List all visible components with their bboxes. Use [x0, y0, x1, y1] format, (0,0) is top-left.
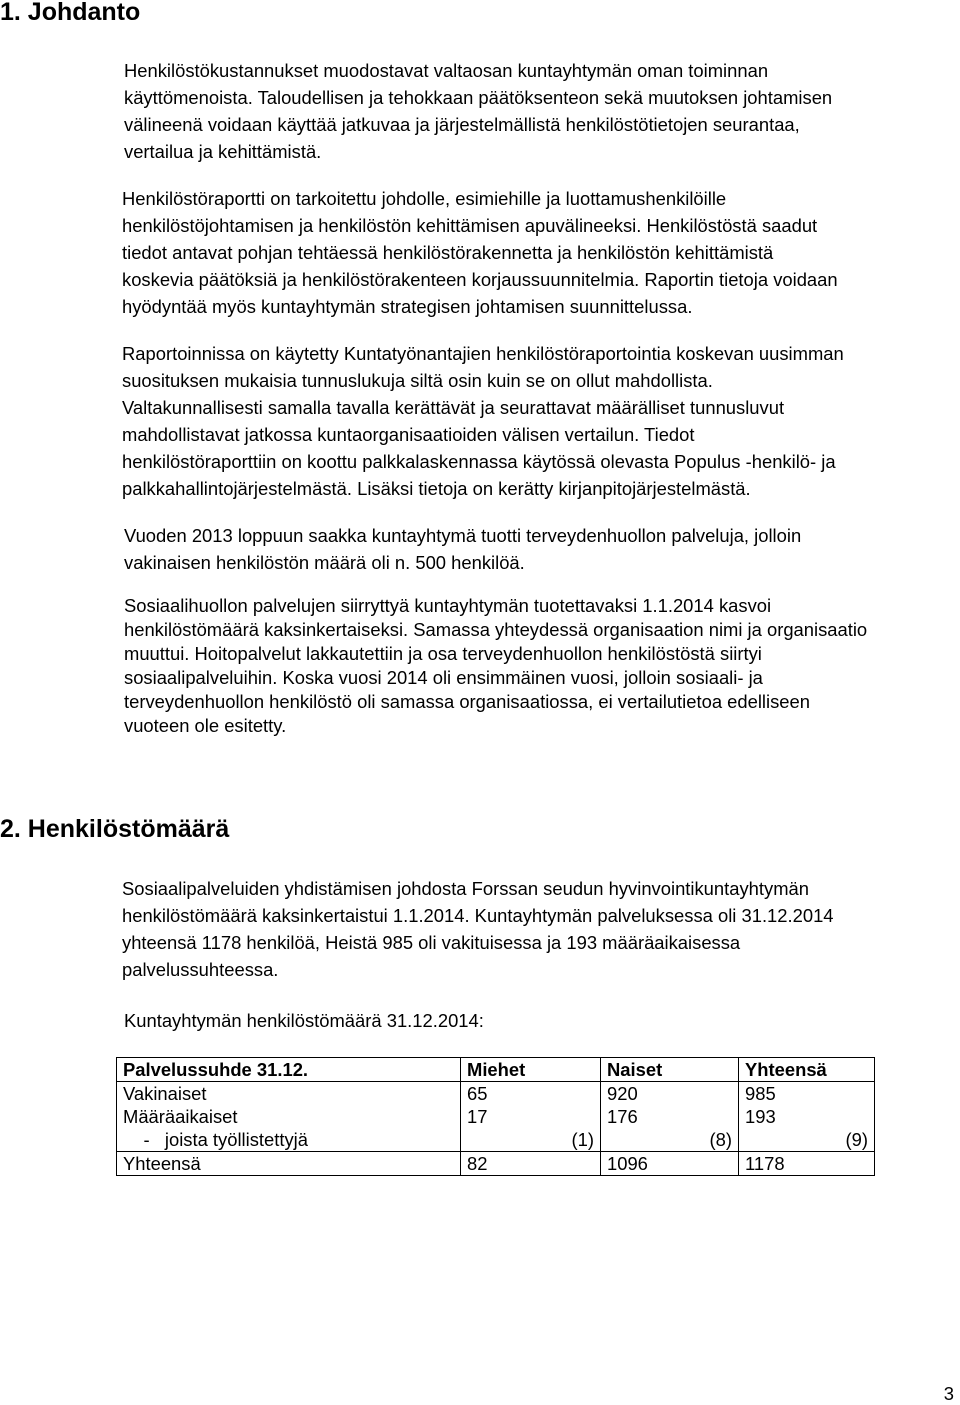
table-cell: 920: [601, 1082, 739, 1106]
text-line: Sosiaalipalveluiden yhdistämisen johdosta Forssan seudun hyvinvointikuntayhtymän: [122, 878, 809, 899]
column-header: Miehet: [461, 1058, 601, 1082]
text-line: suosituksen mukaisia tunnuslukuja siltä osin kuin se on ollut mahdollista.: [122, 370, 713, 391]
column-header: Naiset: [601, 1058, 739, 1082]
text-line: mahdollistavat jatkossa kuntaorganisaatioiden välisen vertailun. Tiedot: [122, 424, 695, 445]
paragraph: [122, 185, 838, 320]
table-cell: Vakinaiset: [117, 1082, 461, 1106]
table-cell: - joista työllistettyjä: [117, 1128, 461, 1152]
text-line: käyttömenoista. Taloudellisen ja tehokkaan päätöksenteon sekä muutoksen johtamisen: [124, 87, 833, 108]
paragraph: [124, 592, 867, 736]
table-cell: 17: [461, 1105, 601, 1128]
text-line: koskevia päätöksiä ja henkilöstörakenteen korjaussuunnitelmia. Raportin tietoja voidaan: [122, 269, 838, 290]
table-row: [117, 1105, 875, 1128]
table-cell: 985: [739, 1082, 875, 1106]
text-line: palvelussuhteessa.: [122, 959, 279, 980]
table-cell: 176: [601, 1105, 739, 1128]
staff-table: [116, 1057, 875, 1176]
table-row: [117, 1082, 875, 1106]
text-line: Vuoden 2013 loppuun saakka kuntayhtymä tuotti terveydenhuollon palveluja, jolloin: [124, 525, 802, 546]
table-cell: 193: [739, 1105, 875, 1128]
column-header: Yhteensä: [739, 1058, 875, 1082]
text-line: palkkahallintojärjestelmästä. Lisäksi tietoja on kerätty kirjanpitojärjestelmästä.: [122, 478, 751, 499]
text-line: vakinaisen henkilöstön määrä oli n. 500 henkilöä.: [124, 552, 525, 573]
table-cell: 82: [461, 1152, 601, 1176]
text-line: terveydenhuollon henkilöstö oli samassa organisaatiossa, ei vertailutietoa edelliseen: [124, 691, 810, 712]
paragraph: [124, 522, 801, 576]
text-line: henkilöstöjohtamisen ja henkilöstön kehittämisen apuvälineeksi. Henkilöstöstä saadut: [122, 215, 818, 236]
text-line: sosiaalipalveluihin. Koska vuosi 2014 oli ensimmäinen vuosi, jolloin sosiaali- ja: [124, 667, 763, 688]
table-cell: (9): [739, 1128, 875, 1152]
column-header: Palvelussuhde 31.12.: [117, 1058, 461, 1082]
text-line: Henkilöstöraportti on tarkoitettu johdolle, esimiehille ja luottamushenkilöille: [122, 188, 727, 209]
text-line: muuttui. Hoitopalvelut lakkautettiin ja osa terveydenhuollon henkilöstöstä siirtyi: [124, 643, 762, 664]
text-line: yhteensä 1178 henkilöä, Heistä 985 oli vakituisessa ja 193 määräaikaisessa: [122, 932, 741, 953]
section-1-heading: 1. Johdanto: [0, 0, 141, 26]
section-2-heading: 2. Henkilöstömäärä: [0, 815, 230, 843]
table-header-row: [117, 1058, 875, 1082]
text-line: vuoteen ole esitetty.: [124, 715, 287, 736]
table-row: [117, 1128, 875, 1152]
paragraph: [124, 57, 832, 165]
table-cell: (8): [601, 1128, 739, 1152]
text-line: tiedot antavat pohjan tehtäessä henkilöstörakennetta ja henkilöstön kehittämistä: [122, 242, 774, 263]
paragraph: [122, 340, 844, 502]
table-caption: Kuntayhtymän henkilöstömäärä 31.12.2014:: [124, 1010, 484, 1031]
text-line: hyödyntää myös kuntayhtymän strategisen johtamisen suunnittelussa.: [122, 296, 693, 317]
table-cell: 65: [461, 1082, 601, 1106]
table-cell: 1178: [739, 1152, 875, 1176]
text-line: henkilöstöraporttiin on koottu palkkalaskennassa käytössä olevasta Populus -henkilö- ja: [122, 451, 836, 472]
text-line: välineenä voidaan käyttää jatkuvaa ja järjestelmällistä henkilöstötietojen seurantaa,: [124, 114, 800, 135]
paragraph: [122, 875, 834, 983]
text-line: Sosiaalihuollon palvelujen siirryttyä kuntayhtymän tuotettavaksi 1.1.2014 kasvoi: [124, 595, 772, 616]
text-line: Henkilöstökustannukset muodostavat valtaosan kuntayhtymän oman toiminnan: [124, 60, 769, 81]
table-cell: Yhteensä: [117, 1152, 461, 1176]
page-number: 3: [943, 1383, 954, 1404]
text-line: vertailua ja kehittämistä.: [124, 141, 322, 162]
text-line: Valtakunnallisesti samalla tavalla kerättävät ja seurattavat määrälliset tunnusluvut: [122, 397, 785, 418]
text-line: henkilöstömäärä kaksinkertaiseksi. Samassa yhteydessä organisaation nimi ja organisaatio: [124, 619, 868, 640]
text-line: henkilöstömäärä kaksinkertaistui 1.1.2014. Kuntayhtymän palveluksessa oli 31.12.2014: [122, 905, 834, 926]
text-line: Raportoinnissa on käytetty Kuntatyönantajien henkilöstöraportointia koskevan uusimman: [122, 343, 844, 364]
table-cell: 1096: [601, 1152, 739, 1176]
table-cell: Määräaikaiset: [117, 1105, 461, 1128]
table-total-row: [117, 1152, 875, 1176]
table-cell: (1): [461, 1128, 601, 1152]
